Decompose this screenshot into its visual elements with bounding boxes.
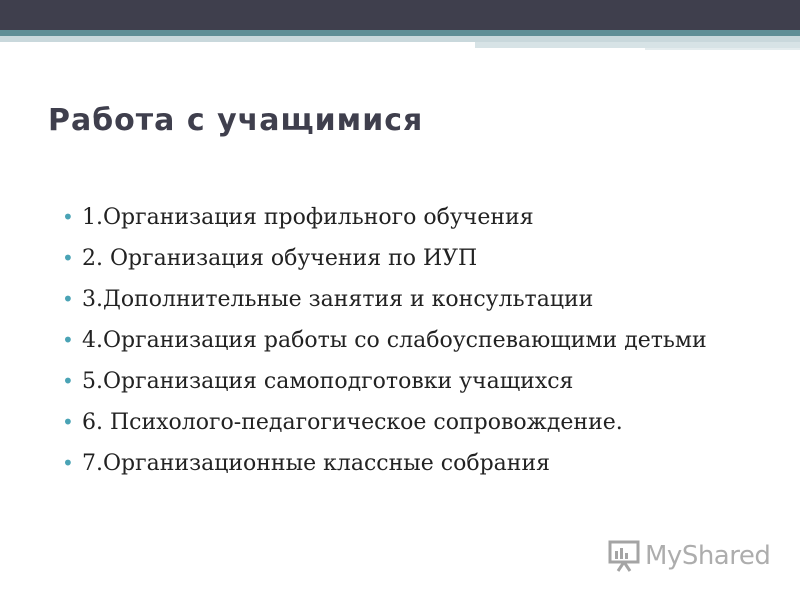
bullet-list: [60, 203, 780, 490]
bullet-icon: •: [62, 369, 74, 393]
list-item-text: 3.Дополнительные занятия и консультации: [82, 287, 594, 312]
bullet-icon: •: [62, 287, 74, 311]
bullet-icon: •: [62, 410, 74, 434]
list-item: [60, 244, 780, 273]
list-item: [60, 326, 780, 355]
list-item: [60, 367, 780, 396]
list-item-text: 1.Организация профильного обучения: [82, 205, 534, 230]
list-item-text: 5.Организация самоподготовки учащихся: [82, 369, 574, 394]
list-item-text: 7.Организационные классные собрания: [82, 451, 550, 476]
header-bar-line: [645, 48, 800, 50]
list-item: [60, 449, 780, 478]
slide-title: Работа с учащимися: [48, 103, 424, 138]
list-item: [60, 285, 780, 314]
watermark-text: MyShared: [645, 541, 771, 571]
bullet-icon: •: [62, 205, 74, 229]
list-item-text: 6. Психолого-педагогическое сопровождение.: [82, 410, 623, 435]
list-item: [60, 203, 780, 232]
list-item: [60, 408, 780, 437]
presentation-board-icon: [607, 539, 641, 573]
bullet-icon: •: [62, 328, 74, 352]
list-item-text: 2. Организация обучения по ИУП: [82, 246, 478, 271]
bullet-icon: •: [62, 246, 74, 270]
watermark-logo: [607, 538, 770, 574]
list-item-text: 4.Организация работы со слабоуспевающими детьми: [82, 328, 707, 353]
header-bar-dark: [0, 0, 800, 30]
bullet-icon: •: [62, 451, 74, 475]
